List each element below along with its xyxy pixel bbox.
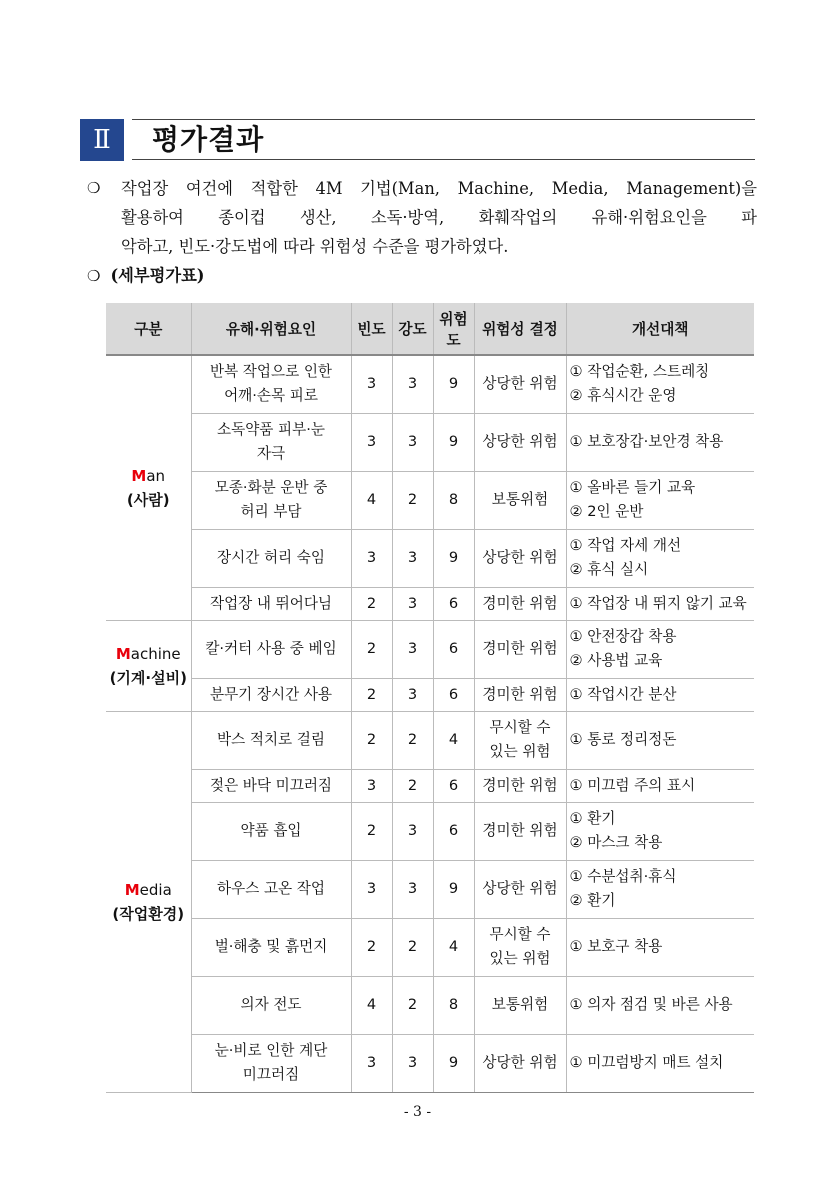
frequency-cell: 3 bbox=[351, 413, 392, 471]
section-header bbox=[80, 119, 755, 161]
risk-score-cell: 9 bbox=[433, 860, 474, 918]
table-row bbox=[106, 860, 754, 918]
category-english bbox=[108, 878, 189, 902]
risk-decision-line: 보통위험 bbox=[491, 996, 549, 1013]
severity-cell: 3 bbox=[392, 1034, 433, 1092]
risk-score-cell: 4 bbox=[433, 918, 474, 976]
severity-cell: 2 bbox=[392, 711, 433, 769]
risk-score-cell: 6 bbox=[433, 678, 474, 711]
severity-cell: 2 bbox=[392, 769, 433, 802]
improvement-measure: ① 올바른 들기 교육 bbox=[569, 479, 696, 496]
risk-score-cell: 6 bbox=[433, 620, 474, 678]
circle-bullet-icon: ❍ bbox=[87, 267, 101, 285]
hazard-factor-cell bbox=[191, 620, 351, 678]
hazard-factor-line: 벌·해충 및 흙먼지 bbox=[214, 938, 328, 955]
frequency-cell: 3 bbox=[351, 769, 392, 802]
hazard-factor-line: 약품 흡입 bbox=[240, 822, 302, 839]
hazard-factor-cell bbox=[191, 587, 351, 620]
table-header-row bbox=[106, 303, 754, 355]
severity-cell: 3 bbox=[392, 529, 433, 587]
improvement-measure: ① 미끄럼 주의 표시 bbox=[569, 776, 696, 794]
improvement-measures-cell bbox=[566, 769, 754, 802]
risk-decision-line: 무시할 수 bbox=[489, 719, 551, 736]
col-header: 개선대책 bbox=[566, 303, 754, 355]
table-row bbox=[106, 769, 754, 802]
circle-bullet-icon: ❍ bbox=[87, 179, 101, 197]
risk-score-cell: 4 bbox=[433, 711, 474, 769]
page-number: - 3 - bbox=[403, 1104, 432, 1120]
hazard-factor-line: 작업장 내 뛰어다님 bbox=[209, 594, 333, 612]
hazard-factor-line: 어깨·손목 피로 bbox=[224, 387, 318, 405]
hazard-factor-cell bbox=[191, 471, 351, 529]
hazard-factor-cell bbox=[191, 802, 351, 860]
risk-decision-cell bbox=[474, 471, 566, 529]
improvement-measure: ① 작업시간 분산 bbox=[569, 685, 677, 703]
category-korean: (사람) bbox=[126, 490, 170, 509]
hazard-factor-line: 반복 작업으로 인한 bbox=[209, 363, 333, 381]
severity-cell: 3 bbox=[392, 802, 433, 860]
improvement-measure: ① 환기 bbox=[569, 810, 616, 827]
improvement-measures-cell bbox=[566, 678, 754, 711]
severity-cell: 2 bbox=[392, 976, 433, 1034]
hazard-factor-line: 미끄러짐 bbox=[242, 1066, 300, 1083]
improvement-measure: ① 통로 정리정돈 bbox=[569, 731, 677, 748]
frequency-cell: 3 bbox=[351, 1034, 392, 1092]
category-korean: (작업환경) bbox=[112, 904, 185, 923]
table-row bbox=[106, 1034, 754, 1092]
frequency-cell: 2 bbox=[351, 918, 392, 976]
table-row bbox=[106, 587, 754, 620]
table-row bbox=[106, 620, 754, 678]
table-row bbox=[106, 529, 754, 587]
risk-decision-cell bbox=[474, 529, 566, 587]
improvement-measures-cell bbox=[566, 976, 754, 1034]
severity-cell: 3 bbox=[392, 678, 433, 711]
category-cell bbox=[106, 711, 191, 1092]
severity-cell: 3 bbox=[392, 860, 433, 918]
category-korean: (기계·설비) bbox=[109, 668, 187, 687]
hazard-factor-line: 분무기 장시간 사용 bbox=[209, 685, 333, 703]
risk-decision-cell bbox=[474, 620, 566, 678]
hazard-factor-cell bbox=[191, 976, 351, 1034]
hazard-factor-cell bbox=[191, 678, 351, 711]
improvement-measure: ② 휴식시간 운영 bbox=[569, 387, 677, 405]
frequency-cell: 2 bbox=[351, 678, 392, 711]
table-row bbox=[106, 976, 754, 1034]
risk-decision-cell bbox=[474, 802, 566, 860]
improvement-measures-cell bbox=[566, 620, 754, 678]
risk-decision-cell bbox=[474, 678, 566, 711]
improvement-measures-cell bbox=[566, 413, 754, 471]
hazard-factor-line: 칼·커터 사용 중 베임 bbox=[205, 640, 337, 657]
frequency-cell: 2 bbox=[351, 620, 392, 678]
category-rest: achine bbox=[130, 644, 181, 663]
category-initial: M bbox=[131, 466, 147, 485]
severity-cell: 3 bbox=[392, 587, 433, 620]
risk-decision-line: 있는 위험 bbox=[489, 743, 551, 760]
risk-decision-cell bbox=[474, 355, 566, 413]
improvement-measures-cell bbox=[566, 802, 754, 860]
improvement-measures-cell bbox=[566, 355, 754, 413]
improvement-measures-cell bbox=[566, 587, 754, 620]
improvement-measure: ② 휴식 실시 bbox=[569, 561, 649, 578]
hazard-factor-line: 허리 부담 bbox=[240, 503, 302, 520]
hazard-factor-line: 의자 전도 bbox=[240, 996, 302, 1013]
hazard-factor-line: 장시간 허리 숙임 bbox=[217, 549, 325, 566]
frequency-cell: 4 bbox=[351, 976, 392, 1034]
col-header: 구분 bbox=[106, 303, 191, 355]
improvement-measure: ① 안전장갑 착용 bbox=[569, 628, 677, 645]
risk-decision-line: 상당한 위험 bbox=[482, 549, 558, 566]
risk-decision-cell bbox=[474, 711, 566, 769]
risk-decision-line: 상당한 위험 bbox=[482, 880, 558, 897]
category-initial: M bbox=[124, 880, 140, 899]
severity-cell: 3 bbox=[392, 413, 433, 471]
hazard-factor-line: 하우스 고온 작업 bbox=[217, 880, 325, 897]
severity-cell: 3 bbox=[392, 620, 433, 678]
table-row bbox=[106, 711, 754, 769]
improvement-measures-cell bbox=[566, 711, 754, 769]
category-english bbox=[108, 642, 189, 666]
table-row bbox=[106, 678, 754, 711]
risk-decision-line: 상당한 위험 bbox=[482, 1054, 558, 1071]
category-rest: edia bbox=[139, 880, 172, 899]
frequency-cell: 3 bbox=[351, 529, 392, 587]
table-row bbox=[106, 413, 754, 471]
intro-line: 활용하여 종이컵 생산, 소독·방역, 화훼작업의 유해·위험요인을 파 bbox=[121, 208, 757, 227]
frequency-cell: 4 bbox=[351, 471, 392, 529]
risk-decision-line: 경미한 위험 bbox=[482, 822, 558, 839]
improvement-measure: ② 2인 운반 bbox=[569, 503, 644, 520]
improvement-measure: ① 수분섭취·휴식 bbox=[569, 868, 677, 885]
improvement-measure: ② 사용법 교육 bbox=[569, 652, 663, 669]
frequency-cell: 3 bbox=[351, 355, 392, 413]
risk-decision-line: 있는 위험 bbox=[489, 950, 551, 967]
risk-score-cell: 9 bbox=[433, 355, 474, 413]
improvement-measure: ① 보호장갑·보안경 착용 bbox=[569, 433, 724, 450]
hazard-factor-line: 박스 적치로 걸림 bbox=[217, 731, 325, 748]
subheading-text: (세부평가표) bbox=[110, 266, 205, 285]
frequency-cell: 3 bbox=[351, 860, 392, 918]
risk-decision-cell bbox=[474, 1034, 566, 1092]
improvement-measures-cell bbox=[566, 471, 754, 529]
risk-score-cell: 9 bbox=[433, 413, 474, 471]
frequency-cell: 2 bbox=[351, 802, 392, 860]
risk-score-cell: 9 bbox=[433, 1034, 474, 1092]
improvement-measures-cell bbox=[566, 918, 754, 976]
improvement-measure: ① 작업장 내 뛰지 않기 교육 bbox=[569, 594, 747, 612]
risk-score-cell: 6 bbox=[433, 587, 474, 620]
table-subheading bbox=[87, 262, 205, 290]
hazard-factor-line: 소독약품 피부·눈 bbox=[217, 421, 325, 438]
risk-decision-cell bbox=[474, 769, 566, 802]
improvement-measures-cell bbox=[566, 529, 754, 587]
intro-line: 악하고, 빈도·강도법에 따라 위험성 수준을 평가하였다. bbox=[121, 237, 509, 256]
category-rest: an bbox=[146, 466, 166, 485]
table-row bbox=[106, 802, 754, 860]
hazard-factor-cell bbox=[191, 711, 351, 769]
table-row bbox=[106, 355, 754, 413]
risk-decision-cell bbox=[474, 413, 566, 471]
risk-decision-cell bbox=[474, 918, 566, 976]
col-header: 위험성 결정 bbox=[474, 303, 566, 355]
hazard-factor-cell bbox=[191, 860, 351, 918]
risk-score-cell: 6 bbox=[433, 802, 474, 860]
risk-decision-cell bbox=[474, 860, 566, 918]
improvement-measure: ② 마스크 착용 bbox=[569, 834, 663, 851]
severity-cell: 3 bbox=[392, 355, 433, 413]
table-row bbox=[106, 918, 754, 976]
improvement-measure: ① 미끄럼방지 매트 설치 bbox=[569, 1054, 724, 1071]
col-header: 위험도 bbox=[433, 303, 474, 355]
severity-cell: 2 bbox=[392, 471, 433, 529]
header-top-rule bbox=[132, 119, 755, 120]
risk-score-cell: 8 bbox=[433, 976, 474, 1034]
improvement-measures-cell bbox=[566, 860, 754, 918]
hazard-factor-cell bbox=[191, 413, 351, 471]
risk-decision-line: 경미한 위험 bbox=[482, 776, 558, 794]
risk-decision-line: 경미한 위험 bbox=[482, 640, 558, 657]
section-number-badge: Ⅱ bbox=[80, 119, 124, 161]
hazard-factor-line: 눈·비로 인한 계단 bbox=[214, 1042, 328, 1059]
improvement-measure: ① 보호구 착용 bbox=[569, 938, 663, 955]
col-header: 빈도 bbox=[351, 303, 392, 355]
hazard-factor-line: 자극 bbox=[256, 445, 286, 462]
risk-decision-cell bbox=[474, 976, 566, 1034]
hazard-factor-cell bbox=[191, 529, 351, 587]
improvement-measures-cell bbox=[566, 1034, 754, 1092]
col-header: 강도 bbox=[392, 303, 433, 355]
category-english bbox=[108, 464, 189, 488]
risk-decision-line: 상당한 위험 bbox=[482, 433, 558, 450]
section-title: 평가결과 bbox=[152, 123, 265, 156]
header-bottom-rule bbox=[132, 159, 755, 160]
improvement-measure: ② 환기 bbox=[569, 892, 616, 909]
category-initial: M bbox=[115, 644, 131, 663]
risk-assessment-table bbox=[106, 303, 754, 1093]
category-cell bbox=[106, 620, 191, 711]
hazard-factor-cell bbox=[191, 355, 351, 413]
improvement-measure: ① 의자 점검 및 바른 사용 bbox=[569, 996, 733, 1013]
risk-decision-line: 보통위험 bbox=[491, 491, 549, 508]
hazard-factor-line: 모종·화분 운반 중 bbox=[214, 479, 328, 496]
improvement-measure: ① 작업 자세 개선 bbox=[569, 537, 682, 554]
table-row bbox=[106, 471, 754, 529]
improvement-measure: ① 작업순환, 스트레칭 bbox=[569, 363, 710, 381]
hazard-factor-cell bbox=[191, 918, 351, 976]
risk-score-cell: 9 bbox=[433, 529, 474, 587]
frequency-cell: 2 bbox=[351, 711, 392, 769]
risk-decision-line: 무시할 수 bbox=[489, 926, 551, 943]
intro-line: 작업장 여건에 적합한 4M 기법(Man, Machine, Media, Management)을 bbox=[121, 179, 757, 198]
hazard-factor-cell bbox=[191, 769, 351, 802]
risk-decision-line: 경미한 위험 bbox=[482, 594, 558, 612]
risk-score-cell: 6 bbox=[433, 769, 474, 802]
hazard-factor-cell bbox=[191, 1034, 351, 1092]
frequency-cell: 2 bbox=[351, 587, 392, 620]
risk-decision-cell bbox=[474, 587, 566, 620]
risk-score-cell: 8 bbox=[433, 471, 474, 529]
risk-decision-line: 경미한 위험 bbox=[482, 685, 558, 703]
hazard-factor-line: 젖은 바닥 미끄러짐 bbox=[209, 776, 333, 794]
severity-cell: 2 bbox=[392, 918, 433, 976]
risk-decision-line: 상당한 위험 bbox=[482, 375, 558, 393]
category-cell bbox=[106, 355, 191, 620]
col-header: 유해·위험요인 bbox=[191, 303, 351, 355]
intro-paragraph bbox=[87, 174, 757, 261]
